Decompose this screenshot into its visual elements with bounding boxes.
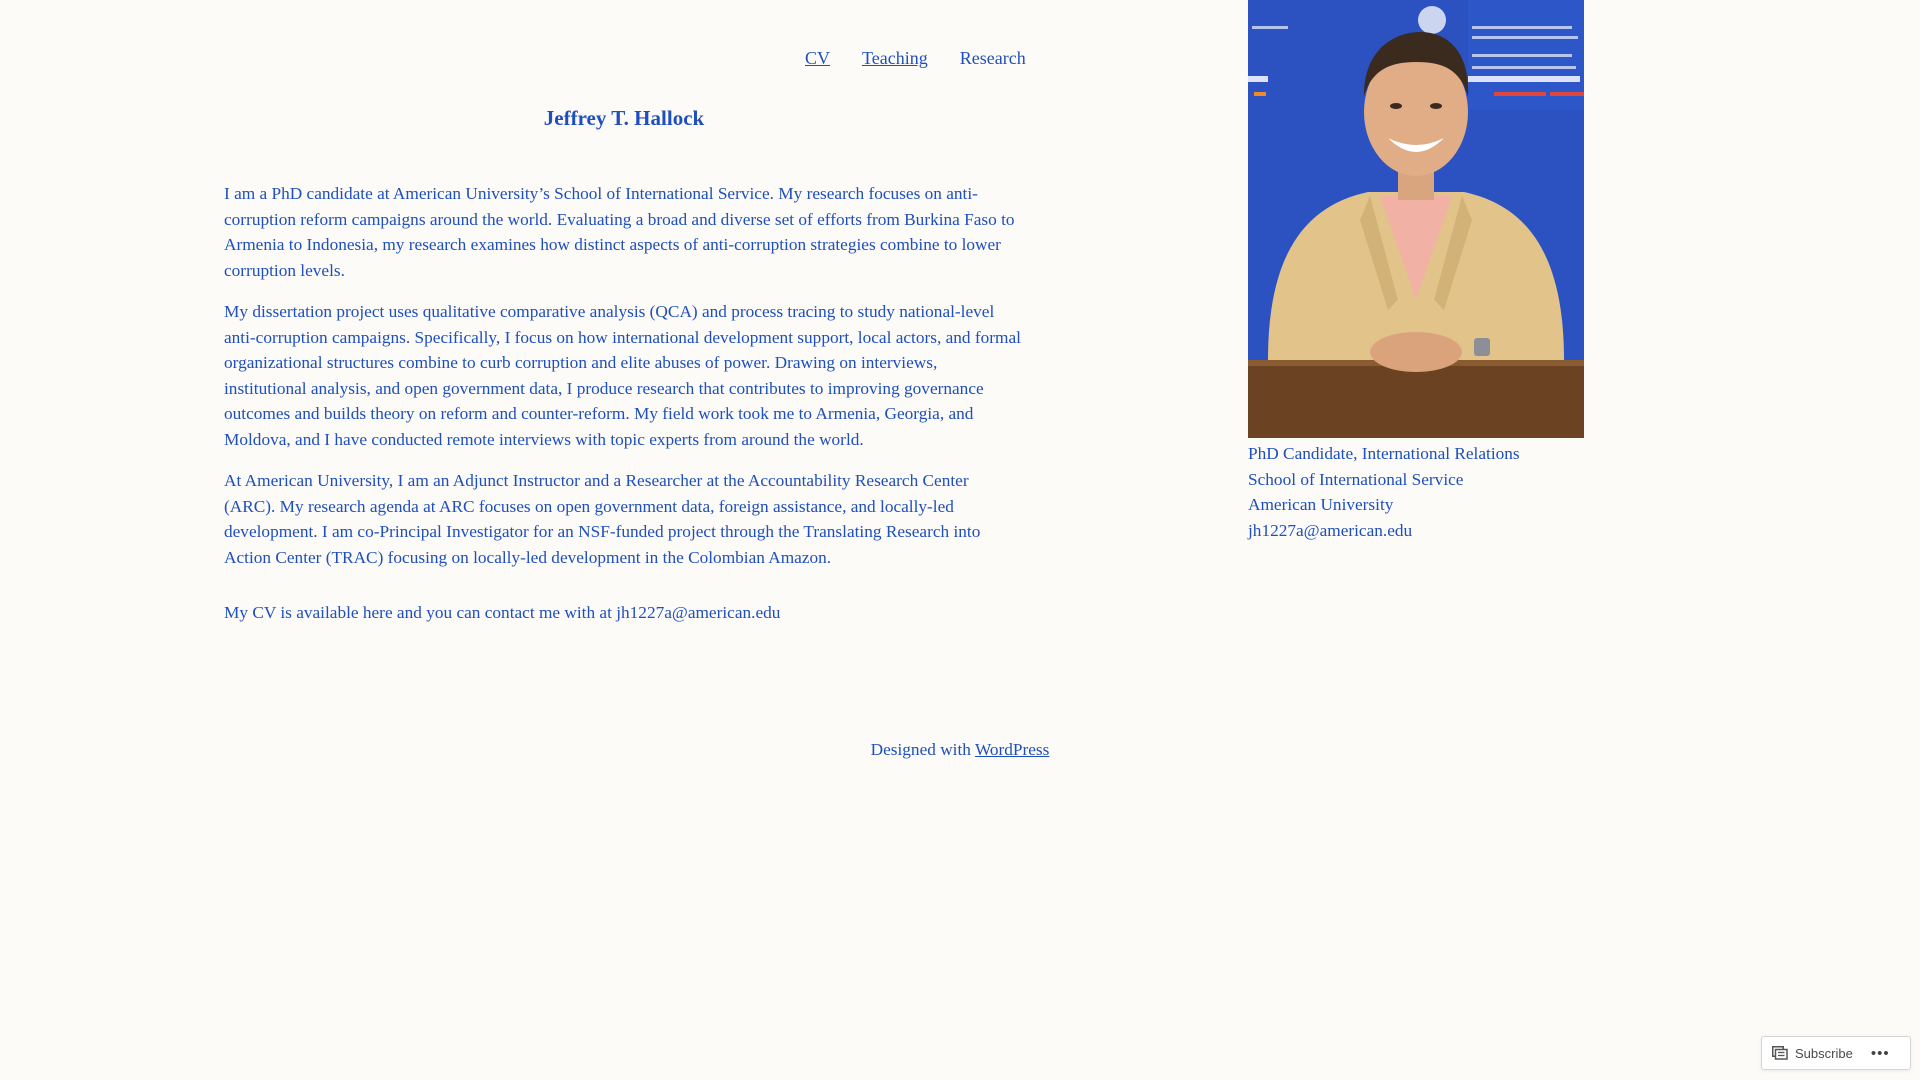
footer-prefix: Designed with	[870, 740, 975, 759]
profile-university: American University	[1248, 495, 1394, 514]
profile-photo	[1248, 0, 1584, 438]
bio-paragraph-2: My dissertation project uses qualitative comparative analysis (QCA) and process tracing to study national-level anti-corruption campaigns. Specifically, I focus on how international development support, local actors, and formal organizational structures combine to curb corruption and elite abuses of power. Drawing on interviews, institutional analysis, and open government data, I produce research that contributes to improving governance outcomes and builds theory on reform and counter-reform. My field work took me to Armenia, Georgia, and Moldova, and I have conducted remote interviews with topic experts from around the world.	[224, 302, 1021, 449]
profile-photo-illustration	[1248, 0, 1584, 438]
nav-teaching-link[interactable]: Teaching	[862, 48, 928, 68]
main-nav	[805, 48, 1026, 69]
subscribe-label: Subscribe	[1795, 1045, 1853, 1061]
bio-paragraph-1: I am a PhD candidate at American University’s School of International Service. My research focuses on anti-corruption reform campaigns around the world. Evaluating a broad and diverse set of efforts from Burkina Faso to Armenia to Indonesia, my research examines how distinct aspects of anti-corruption strategies combine to lower corruption levels.	[224, 184, 1015, 280]
nav-research-link[interactable]: Research	[959, 48, 1026, 68]
profile-title: PhD Candidate, International Relations	[1248, 444, 1520, 463]
footer-wordpress-link[interactable]: WordPress	[974, 740, 1050, 759]
main-content	[224, 181, 1024, 642]
subscribe-widget	[1761, 1036, 1911, 1070]
subscribe-button[interactable]	[1772, 1046, 1853, 1061]
profile-info	[1248, 441, 1584, 543]
profile-school: School of International Service	[1248, 469, 1464, 489]
site-footer	[0, 740, 1920, 760]
bio-paragraph-3: At American University, I am an Adjunct Instructor and a Researcher at the Accountability Research Center (ARC). My research agenda at ARC focuses on open government data, foreign assistance, and locally-led development. I am co-Principal Investigator for an NSF-funded project through the Translating Research into Action Center (TRAC) focusing on locally-led development in the Colombian Amazon.	[224, 471, 981, 567]
cv-contact-line: My CV is available here and you can contact me with at jh1227a@american.edu	[224, 603, 781, 622]
nav-cv-link[interactable]: CV	[805, 48, 831, 68]
site-title[interactable]: Jeffrey T. Hallock	[543, 106, 705, 130]
reader-icon	[1772, 1046, 1788, 1060]
more-options-icon[interactable]: •••	[1870, 1044, 1890, 1062]
profile-email: jh1227a@american.edu	[1248, 520, 1413, 540]
profile-sidebar	[1248, 0, 1584, 543]
